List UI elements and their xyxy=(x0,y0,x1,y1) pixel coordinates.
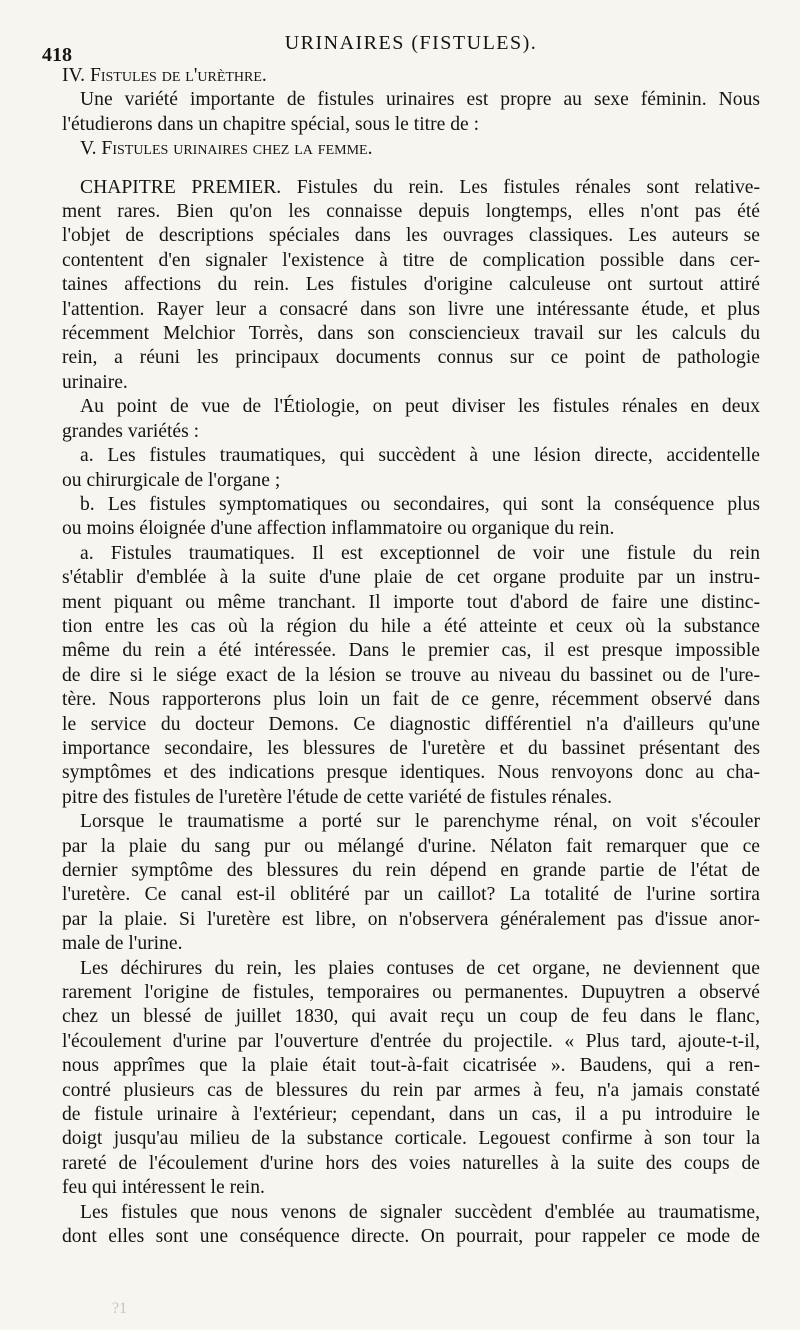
text-line: dont elles sont une conséquence directe. On pourrait, pour rappeler ce mode de xyxy=(62,1226,760,1248)
text-line: s'établir d'emblée à la suite d'une plaie de cet organe produite par un instru- xyxy=(62,567,760,589)
text-line: par la plaie. Si l'uretère est libre, on n'observera généralement pas d'issue anor- xyxy=(62,908,760,930)
text-line: récemment Melchior Torrès, dans son consciencieux travail sur les calculs du xyxy=(62,323,760,345)
text-line: même du rein a été intéressée. Dans le premier cas, il est presque impossible xyxy=(62,640,760,662)
text-line: pitre des fistules de l'uretère l'étude de cette variété de fistules rénales. xyxy=(62,786,613,808)
text-line: taines affections du rein. Les fistules d'origine calculeuse ont surtout attiré xyxy=(62,274,760,296)
text-line: Au point de vue de l'Étiologie, on peut diviser les fistules rénales en deux xyxy=(80,396,760,418)
text-line: urinaire. xyxy=(62,371,128,393)
text-line: Lorsque le traumatisme a porté sur le parenchyme rénal, on voit s'écouler xyxy=(80,811,760,833)
text-line: l'attention. Rayer leur a consacré dans son livre une intéressante étude, et plus xyxy=(62,298,760,320)
text-line: Les fistules que nous venons de signaler succèdent d'emblée au traumatisme, xyxy=(80,1201,760,1223)
text-line: l'étudierons dans un chapitre spécial, sous le titre de : xyxy=(62,113,480,135)
text-line: importance secondaire, les blessures de l'uretère et du bassinet présentant des xyxy=(62,737,760,759)
text-line: contentent d'en signaler l'existence à titre de complication possible dans cer- xyxy=(62,249,760,271)
faint-mark: ?1 xyxy=(112,1300,128,1317)
text-line: nous apprîmes que la plaie était tout-à-fait cicatrisée ». Baudens, qui a ren- xyxy=(62,1055,760,1077)
text-line: b. Les fistules symptomatiques ou secondaires, qui sont la conséquence plus xyxy=(80,493,760,515)
text-line: symptômes et des indications presque identiques. Nous renvoyons donc au cha- xyxy=(62,762,760,784)
text-line: rarement l'origine de fistules, temporaires ou permanentes. Dupuytren a observé xyxy=(62,982,760,1004)
text-line: Une variété importante de fistules urinaires est propre au sexe féminin. Nous xyxy=(80,89,760,111)
text-line: de fistule urinaire à l'extérieur; cependant, dans un cas, il a pu introduire le xyxy=(62,1104,760,1126)
text-line: ou moins éloignée d'une affection inflammatoire ou organique du rein. xyxy=(62,518,615,540)
text-line: l'écoulement d'urine par l'ouverture d'entrée du projectile. « Plus tard, ajoute-t-il, xyxy=(62,1030,760,1052)
text-line: contré plusieurs cas de blessures du rein par armes à feu, n'a jamais constaté xyxy=(62,1079,760,1101)
text-line: l'uretère. Ce canal est-il oblitéré par un caillot? La totalité de l'urine sortira xyxy=(62,884,760,906)
text-line: V. Fistules urinaires chez la femme. xyxy=(80,138,373,160)
text-line: male de l'urine. xyxy=(62,933,183,955)
text-line: chez un blessé de juillet 1830, qui avait reçu un coup de feu dans le flanc, xyxy=(62,1006,760,1028)
text-line: par la plaie du sang pur ou mélangé d'urine. Nélaton fait remarquer que ce xyxy=(62,835,760,857)
text-line: tion entre les cas où la région du hile a été atteinte et ceux où la substance xyxy=(62,615,760,637)
text-line: tère. Nous rapporterons plus loin un fait de ce genre, récemment observé dans xyxy=(62,689,760,711)
text-line: CHAPITRE PREMIER. Fistules du rein. Les fistules rénales sont relative- xyxy=(80,176,760,198)
running-head: URINAIRES (FISTULES). xyxy=(284,32,538,54)
text-line: feu qui intéressent le rein. xyxy=(62,1177,265,1199)
text-line: a. Les fistules traumatiques, qui succèdent à une lésion directe, accidentelle xyxy=(80,445,760,467)
text-line: l'objet de descriptions spéciales dans les ouvrages classiques. Les auteurs se xyxy=(62,225,760,247)
text-line: de dire si le siége exact de la lésion se trouve au niveau du bassinet ou de l'ure- xyxy=(62,664,760,686)
body-text xyxy=(62,64,760,1250)
text-line: dernier symptôme des blessures du rein dépend en grande partie de l'état de xyxy=(62,860,760,881)
section-gap xyxy=(62,162,760,176)
text-line: rareté de l'écoulement d'urine hors des voies naturelles à la suite des coups de xyxy=(62,1152,760,1174)
text-line: le service du docteur Demons. Ce diagnostic différentiel n'a d'ailleurs qu'une xyxy=(62,713,760,735)
text-line: IV. Fistules de l'urèthre. xyxy=(62,65,267,86)
text-line: grandes variétés : xyxy=(62,420,200,442)
page-number: 418 xyxy=(42,44,72,66)
text-line: ment piquant ou même tranchant. Il importe tout d'abord de faire une distinc- xyxy=(62,591,760,613)
text-line: doigt jusqu'au milieu de la substance corticale. Legouest confirme à son tour la xyxy=(62,1128,760,1150)
text-line: ou chirurgicale de l'organe ; xyxy=(62,469,281,491)
text-line: Les déchirures du rein, les plaies contuses de cet organe, ne deviennent que xyxy=(80,957,760,979)
text-line: ment rares. Bien qu'on les connaisse depuis longtemps, elles n'ont pas été xyxy=(62,201,760,223)
text-line: a. Fistules traumatiques. Il est exceptionnel de voir une fistule du rein xyxy=(80,542,760,564)
text-line: rein, a réuni les principaux documents connus sur ce point de pathologie xyxy=(62,347,760,369)
page-header xyxy=(42,30,760,66)
